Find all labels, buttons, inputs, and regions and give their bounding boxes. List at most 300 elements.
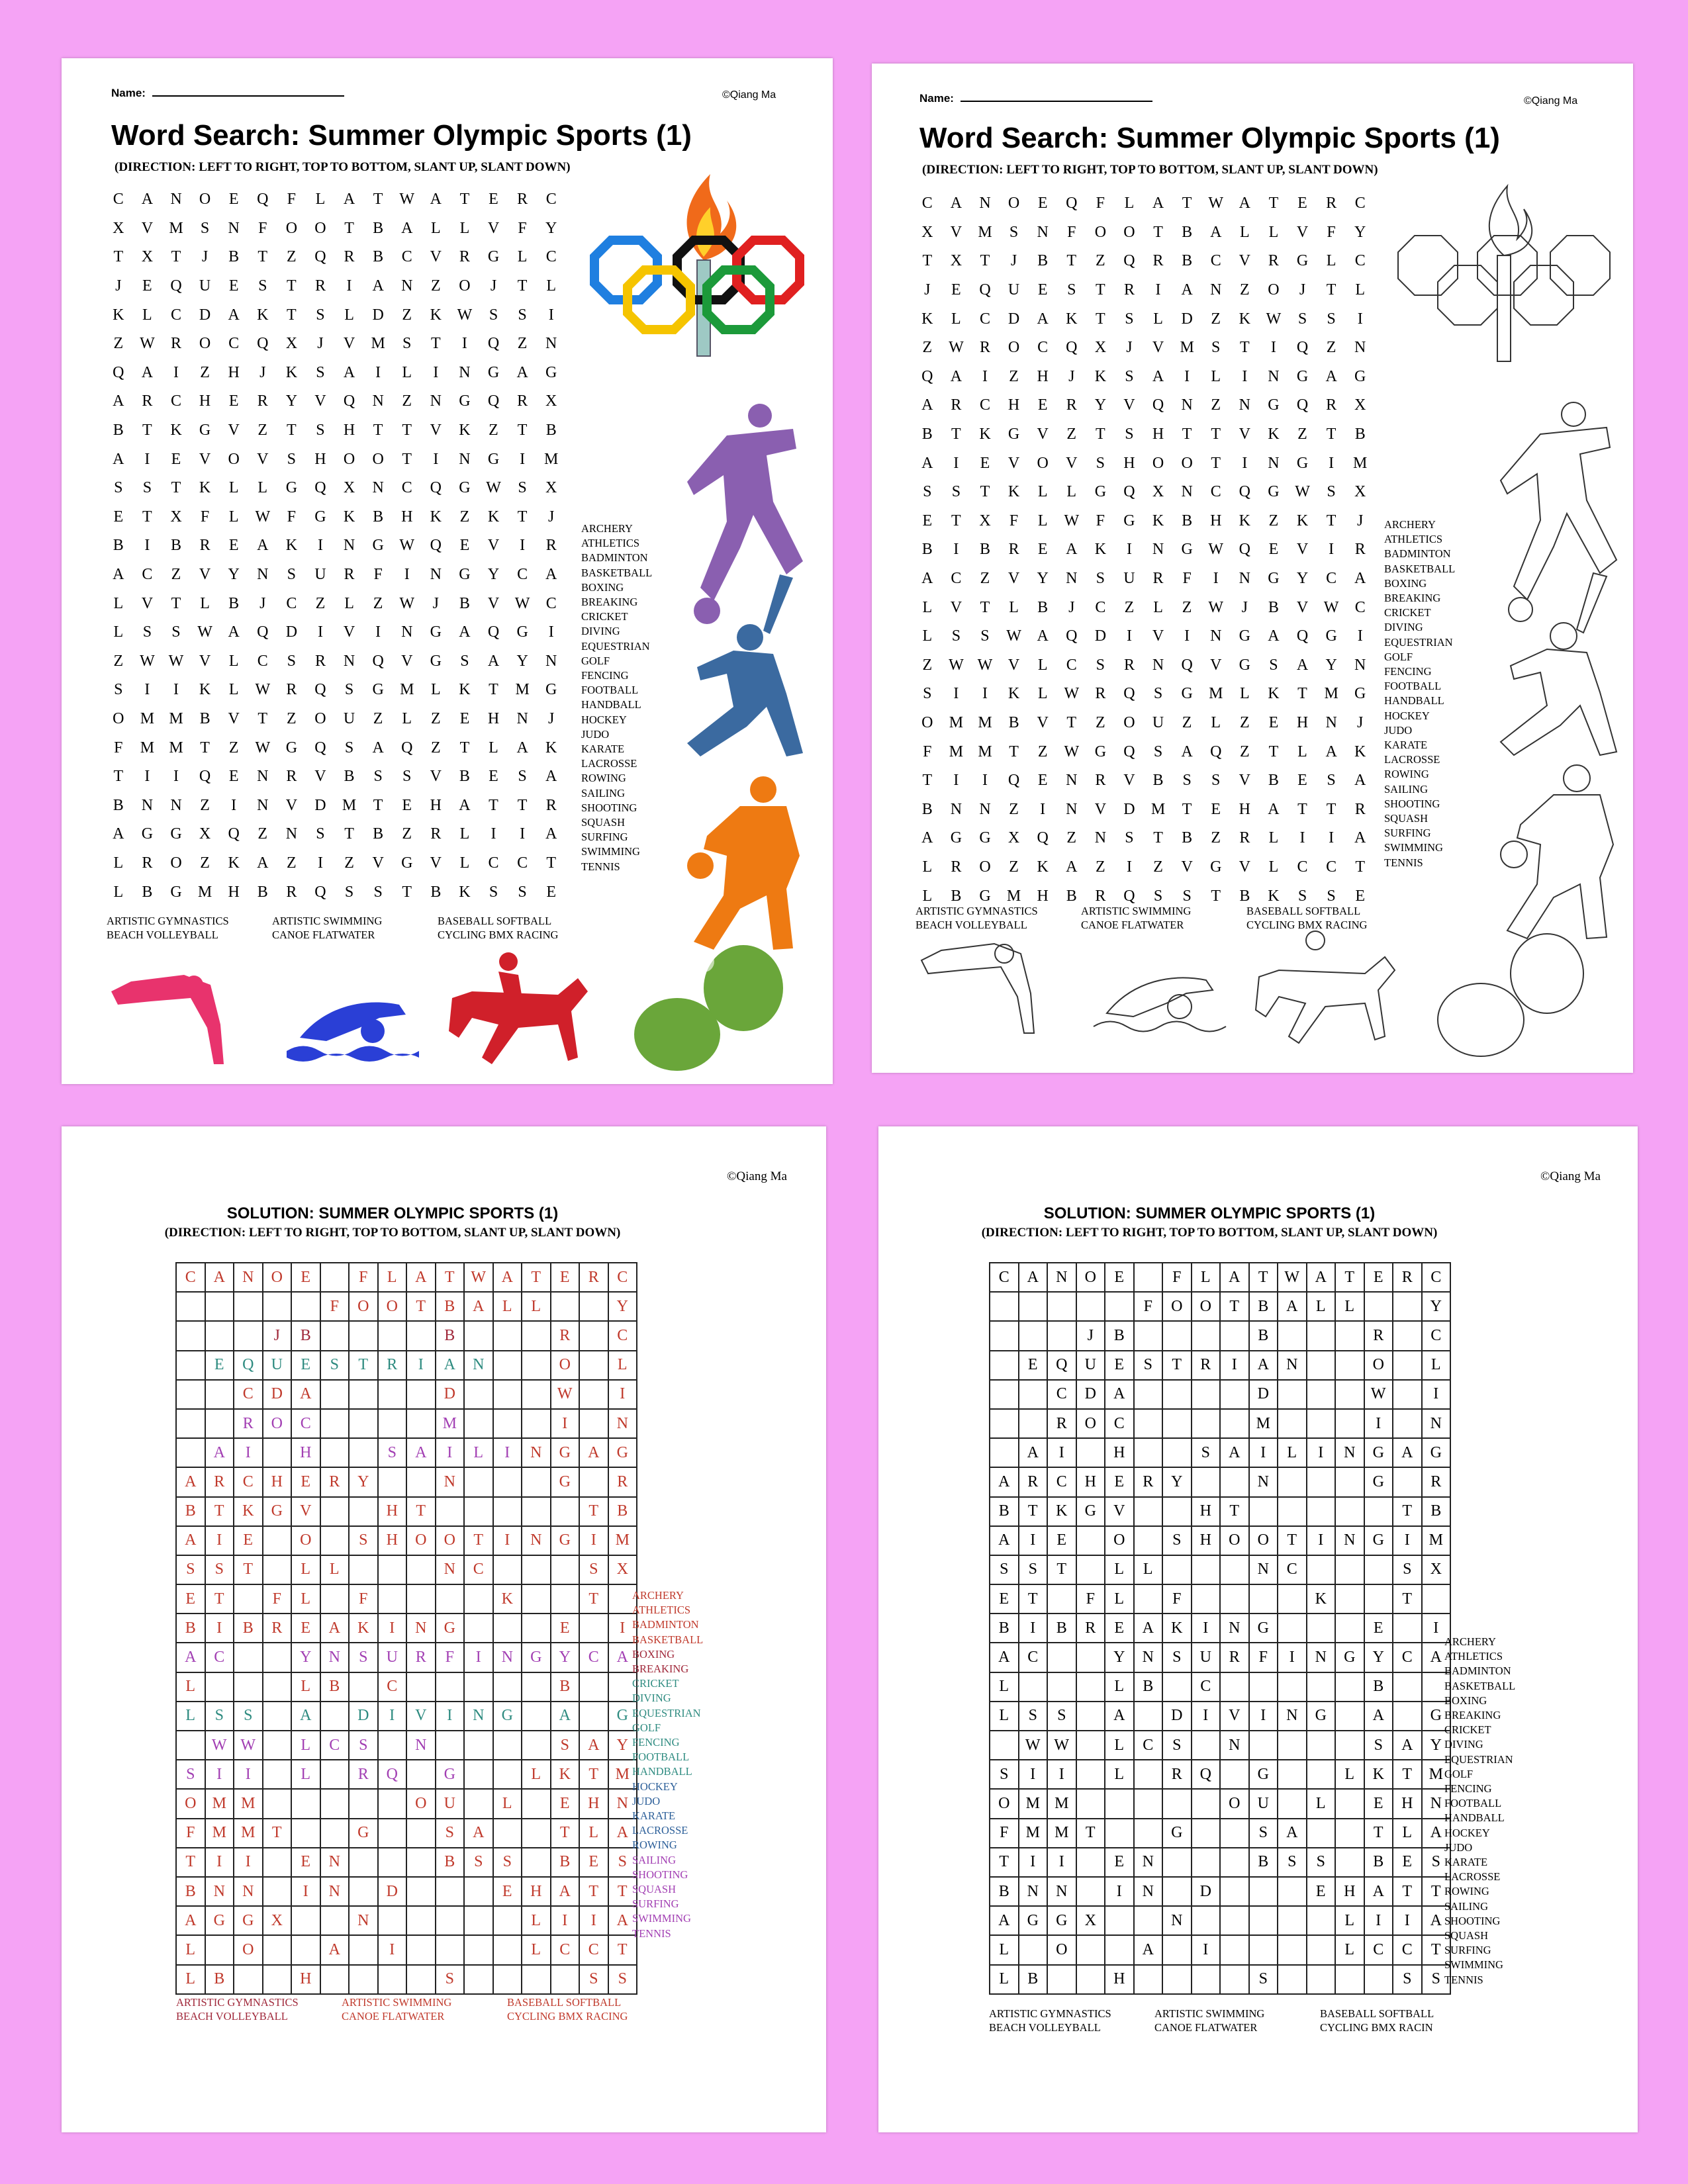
phrase-item: ARTISTIC GYMNASTICS [176,1996,299,2009]
solution-cell: X [1423,1556,1452,1585]
solution-cell: N [1336,1527,1365,1556]
grid-letter: G [1268,396,1280,414]
solution-word-item: SURFING [632,1897,679,1911]
solution-cell: S [609,1848,638,1878]
solution-cell [1365,1556,1394,1585]
word-list-item: SURFING [581,831,628,844]
grid-letter: B [344,768,355,786]
grid-row [104,474,566,503]
grid-letter: T [951,512,961,529]
phrase-item: CYCLING BMX RACING [507,2010,628,2023]
grid-letter: U [1152,713,1164,731]
grid-letter: A [113,392,124,410]
solution-cell [321,1527,350,1556]
word-list-item: SAILING [581,786,625,799]
solution-cell [263,1966,293,1995]
diver-icon [111,965,244,1071]
grid-letter: A [487,652,500,670]
grid-letter: R [314,652,326,670]
solution-cell: F [350,1585,379,1614]
grid-letter: N [1066,772,1078,790]
grid-letter: Z [402,306,412,324]
solution-cell: F [1077,1585,1106,1614]
solution-cell: J [1077,1322,1106,1351]
grid-letter: E [1355,887,1366,905]
solution-cell: N [1278,1702,1307,1731]
grid-letter: N [372,479,384,497]
grid-letter: I [317,623,323,641]
grid-letter: Q [314,681,326,699]
grid-letter: A [921,454,933,472]
grid-letter: T [142,422,152,439]
grid-row [913,391,1375,420]
grid-row [104,647,566,676]
grid-letter: Z [258,422,268,439]
solution-cell: B [1250,1848,1279,1878]
grid-letter: M [1006,887,1021,905]
word-list-item: SHOOTING [581,801,637,814]
grid-letter: S [142,479,152,497]
solution-row [990,1322,1451,1351]
name-field[interactable] [111,86,344,100]
grid-letter: T [1066,252,1077,270]
solution-cell [1365,1498,1394,1527]
grid-letter: S [1327,310,1336,328]
grid-letter: F [373,566,383,584]
solution-cell: E [551,1790,581,1819]
solution-cell [407,1907,436,1936]
grid-letter: G [372,537,384,555]
grid-letter: A [1152,195,1164,212]
solution-row [990,1351,1451,1381]
grid-letter: N [1037,223,1049,241]
grid-letter: T [402,450,412,468]
grid-letter: J [490,277,497,295]
solution-cell: W [1365,1381,1394,1410]
solution-cell: B [436,1322,465,1351]
grid-letter: H [1210,512,1222,529]
solution-cell [379,1410,408,1439]
solution-cell [1278,1585,1307,1614]
grid-letter: A [1210,223,1222,241]
solution-cell [1192,1585,1221,1614]
solution-word-item: ROWING [632,1839,677,1852]
grid-letter: S [951,483,961,501]
grid-letter: I [982,685,988,703]
solution-row [177,1936,637,1965]
grid-letter: V [1181,858,1193,876]
grid-letter: W [197,623,212,641]
word-list-item: BREAKING [581,596,638,609]
solution-cell: G [551,1439,581,1468]
grid-letter: S [287,450,297,468]
word-list-item: TENNIS [1444,1973,1483,1986]
grid-letter: H [401,508,413,525]
grid-row [104,272,566,301]
grid-letter: S [287,652,297,670]
solution-cell: T [1393,1760,1423,1790]
solution-cell [350,1790,379,1819]
solution-cell: B [206,1966,235,1995]
grid-letter: C [1354,598,1366,616]
grid-letter: A [1325,367,1337,385]
grid-letter: D [1094,627,1107,645]
word-list-item: EQUESTRIAN [1384,635,1453,649]
grid-letter: E [1297,195,1307,212]
grid-letter: R [1123,281,1135,299]
grid-letter: A [113,825,124,843]
solution-cell [1393,1673,1423,1702]
grid-letter: G [170,883,182,901]
grid-letter: Y [545,219,557,237]
solution-cell [177,1439,206,1468]
grid-letter: S [1125,310,1134,328]
solution-cell: S [206,1702,235,1731]
solution-cell: S [1048,1702,1077,1731]
solution-cell: I [436,1439,465,1468]
grid-letter: T [200,739,210,756]
solution-cell [1307,1556,1336,1585]
grid-letter: A [921,396,933,414]
solution-cell: Y [1423,1731,1452,1760]
grid-letter: E [951,281,961,299]
solution-word-item: BOXING [632,1647,675,1661]
solution-cell: M [609,1760,638,1790]
solution-cell: C [465,1556,494,1585]
solution-cell: N [1135,1643,1164,1672]
grid-letter: I [1126,858,1132,876]
grid-letter: B [373,825,384,843]
grid-letter: K [285,537,298,555]
word-list-item: GOLF [1444,1767,1474,1780]
word-list-item: BASKETBALL [1444,1679,1516,1692]
solution-cell: O [350,1293,379,1322]
solution-cell [407,1585,436,1614]
grid-letter: R [1239,829,1250,847]
grid-letter: A [228,623,240,641]
solution-cell [1192,1966,1221,1995]
grid-letter: V [199,566,211,584]
grid-letter: M [140,739,155,756]
grid-letter: T [1326,426,1336,443]
grid-letter: Y [1354,223,1366,241]
grid-letter: R [344,566,355,584]
solution-cell [1393,1614,1423,1643]
grid-letter: L [228,508,239,525]
solution-cell [1163,1878,1192,1907]
solution-cell: S [1135,1351,1164,1381]
solution-cell: N [1048,1263,1077,1293]
grid-letter: B [373,248,384,266]
grid-letter: E [1037,396,1048,414]
solution-cell: D [263,1381,293,1410]
solution-cell: L [609,1351,638,1381]
grid-letter: S [1153,685,1163,703]
grid-letter: N [430,392,442,410]
solution-cell: I [206,1760,235,1790]
solution-cell: R [609,1468,638,1497]
grid-letter: R [1268,252,1279,270]
solution-cell: A [1019,1439,1049,1468]
solution-cell [1019,1673,1049,1702]
grid-letter: I [953,772,959,790]
grid-letter: T [1182,426,1192,443]
name-field-2[interactable] [919,91,1152,105]
page-title-2: Word Search: Summer Olympic Sports (1) [919,122,1500,154]
solution-cell [580,1702,609,1731]
grid-letter: H [228,883,240,901]
solution-cell: O [1048,1936,1077,1965]
grid-letter: U [343,709,355,727]
solution-cell [292,1790,321,1819]
word-list-item: FENCING [1444,1782,1492,1796]
solution-cell: R [407,1643,436,1672]
solution-cell [1192,1381,1221,1410]
solution-cell [494,1498,523,1527]
solution-cell: H [1105,1966,1135,1995]
solution-cell: L [522,1293,551,1322]
grid-letter: B [1037,252,1049,270]
grid-letter: E [113,508,124,525]
solution-cell [522,1848,551,1878]
solution-cell: E [1365,1614,1394,1643]
grid-letter: R [1095,772,1106,790]
solution-cell: O [1163,1293,1192,1322]
grid-letter: Z [1124,598,1135,616]
grid-letter: J [548,709,555,727]
grid-letter: L [430,219,441,237]
solution-cell: L [1105,1760,1135,1790]
solution-cell: S [1250,1819,1279,1848]
solution-cell [1393,1293,1423,1322]
solution-cell [379,1790,408,1819]
solution-cell: H [263,1468,293,1497]
grid-letter: I [317,537,323,555]
solution-cell: N [609,1410,638,1439]
grid-letter: D [1123,800,1135,818]
solution-cell [1221,1936,1250,1965]
solution-cell [407,1556,436,1585]
grid-letter: R [142,854,153,872]
letter-grid-2 [913,189,1375,911]
grid-letter: A [1268,800,1280,818]
solution-cell: A [407,1439,436,1468]
grid-letter: I [1040,800,1046,818]
solution-row [990,1878,1451,1907]
grid-letter: E [228,277,239,295]
solution-cell [234,1643,263,1672]
grid-letter: D [285,623,298,641]
solution-cell [1278,1878,1307,1907]
grid-letter: Z [373,709,383,727]
grid-letter: N [1210,281,1222,299]
grid-letter: K [1239,310,1250,328]
solution-cell [580,1322,609,1351]
copyright: ©Qiang Ma [722,89,776,101]
grid-letter: B [228,248,240,266]
solution-cell [350,1556,379,1585]
phrase-column [438,914,558,942]
solution-cell: R [321,1468,350,1497]
solution-cell [1278,1936,1307,1965]
grid-letter: X [1354,483,1366,501]
grid-row [104,387,566,416]
solution-cell: I [1019,1527,1049,1556]
grid-letter: G [545,363,557,381]
grid-letter: A [372,739,384,756]
grid-row [104,676,566,705]
solution-cell: K [494,1585,523,1614]
grid-letter: X [921,223,933,241]
grid-letter: C [951,570,962,588]
solution-cell [350,1498,379,1527]
solution-cell [350,1966,379,1995]
grid-letter: N [401,623,413,641]
solution-word-item: TENNIS [632,1927,671,1940]
grid-letter: E [459,709,470,727]
solution-cell [1250,1878,1279,1907]
solution-cell: U [1250,1790,1279,1819]
grid-letter: Z [113,335,124,353]
phrase-item: ARTISTIC SWIMMING [1154,2007,1265,2020]
solution-row [990,1673,1451,1702]
solution-cell [1163,1439,1192,1468]
solution-cell: F [1135,1293,1164,1322]
solution-cell [177,1381,206,1410]
grid-letter: V [343,623,355,641]
solution-cell [206,1410,235,1439]
grid-letter: G [459,479,471,497]
solution-cell: T [1393,1878,1423,1907]
grid-letter: T [1326,281,1336,299]
solution-cell: C [990,1263,1019,1293]
solution-cell: L [1135,1556,1164,1585]
grid-letter: J [259,594,266,612]
grid-letter: J [1357,512,1364,529]
grid-letter: C [545,248,557,266]
grid-letter: S [402,768,412,786]
solution-cell [321,1410,350,1439]
solution-cell: K [1365,1760,1394,1790]
grid-letter: M [1353,454,1368,472]
grid-letter: M [949,713,964,731]
grid-letter: F [1327,223,1336,241]
solution-row [177,1468,637,1497]
grid-letter: L [402,363,412,381]
grid-letter: Y [285,392,298,410]
solution-cell: C [1278,1556,1307,1585]
word-list-item: LACROSSE [1384,753,1440,766]
solution-cell: N [206,1878,235,1907]
copyright-4: ©Qiang Ma [1540,1169,1601,1183]
solution-row [990,1819,1451,1848]
solution-cell [1221,1819,1250,1848]
solution-cell [1163,1556,1192,1585]
grid-letter: V [430,248,442,266]
grid-letter: S [402,335,412,353]
solution-cell: T [263,1819,293,1848]
solution-cell: S [436,1966,465,1995]
solution-cell: B [1105,1322,1135,1351]
solution-cell: T [990,1848,1019,1878]
solution-cell [1135,1410,1164,1439]
solution-cell: H [522,1878,551,1907]
grid-letter: C [1095,598,1106,616]
page-title: Word Search: Summer Olympic Sports (1) [111,119,692,152]
solution-cell: N [350,1907,379,1936]
grid-letter: C [401,479,412,497]
solution-cell [1221,1468,1250,1497]
solution-word-item: FENCING [632,1736,680,1749]
grid-letter: N [343,652,355,670]
solution-cell: U [436,1790,465,1819]
solution-cell: B [551,1848,581,1878]
solution-cell: B [1250,1293,1279,1322]
solution-cell [263,1760,293,1790]
solution-cell: G [1423,1439,1452,1468]
solution-cell [1278,1381,1307,1410]
solution-cell: N [1336,1439,1365,1468]
grid-letter: T [402,883,412,901]
solution-cell [1192,1790,1221,1819]
grid-letter: A [921,570,933,588]
word-list-item: SWIMMING [1384,841,1443,854]
solution-grid-color [175,1262,637,1995]
grid-letter: S [518,883,527,901]
grid-letter: R [1095,887,1106,905]
solution-cell: T [609,1878,638,1907]
grid-letter: Q [1123,887,1135,905]
grid-letter: Y [228,566,240,584]
solution-cell [522,1498,551,1527]
solution-cell: B [1423,1498,1452,1527]
grid-letter: G [1008,426,1020,443]
grid-letter: N [1066,570,1078,588]
solution-cell [1135,1819,1164,1848]
word-list-item: SHOOTING [1384,797,1440,810]
word-list-item: FENCING [1384,665,1432,678]
solution-cell [407,1410,436,1439]
grid-letter: V [430,422,442,439]
solution-row [990,1907,1451,1936]
solution-cell: R [1048,1410,1077,1439]
grid-letter: Z [113,652,124,670]
solution-cell: I [1393,1527,1423,1556]
grid-letter: L [922,627,933,645]
solution-cell: G [494,1702,523,1731]
solution-cell: D [1192,1878,1221,1907]
grid-letter: L [546,277,557,295]
solution-cell: S [436,1819,465,1848]
solution-cell: C [206,1643,235,1672]
solution-cell [1163,1322,1192,1351]
solution-cell: W [234,1731,263,1760]
solution-cell: H [292,1439,321,1468]
solution-cell: W [1019,1731,1049,1760]
grid-letter: T [517,796,528,814]
grid-letter: F [287,508,297,525]
olympic-torch-rings-icon [604,174,803,363]
solution-cell: G [234,1907,263,1936]
solution-cell [494,1351,523,1381]
grid-letter: S [200,219,210,237]
grid-letter: T [1066,713,1077,731]
grid-letter: J [201,248,209,266]
solution-cell: R [379,1351,408,1381]
grid-letter: V [1008,454,1020,472]
solution-cell: R [1423,1468,1452,1497]
grid-letter: V [1239,858,1250,876]
